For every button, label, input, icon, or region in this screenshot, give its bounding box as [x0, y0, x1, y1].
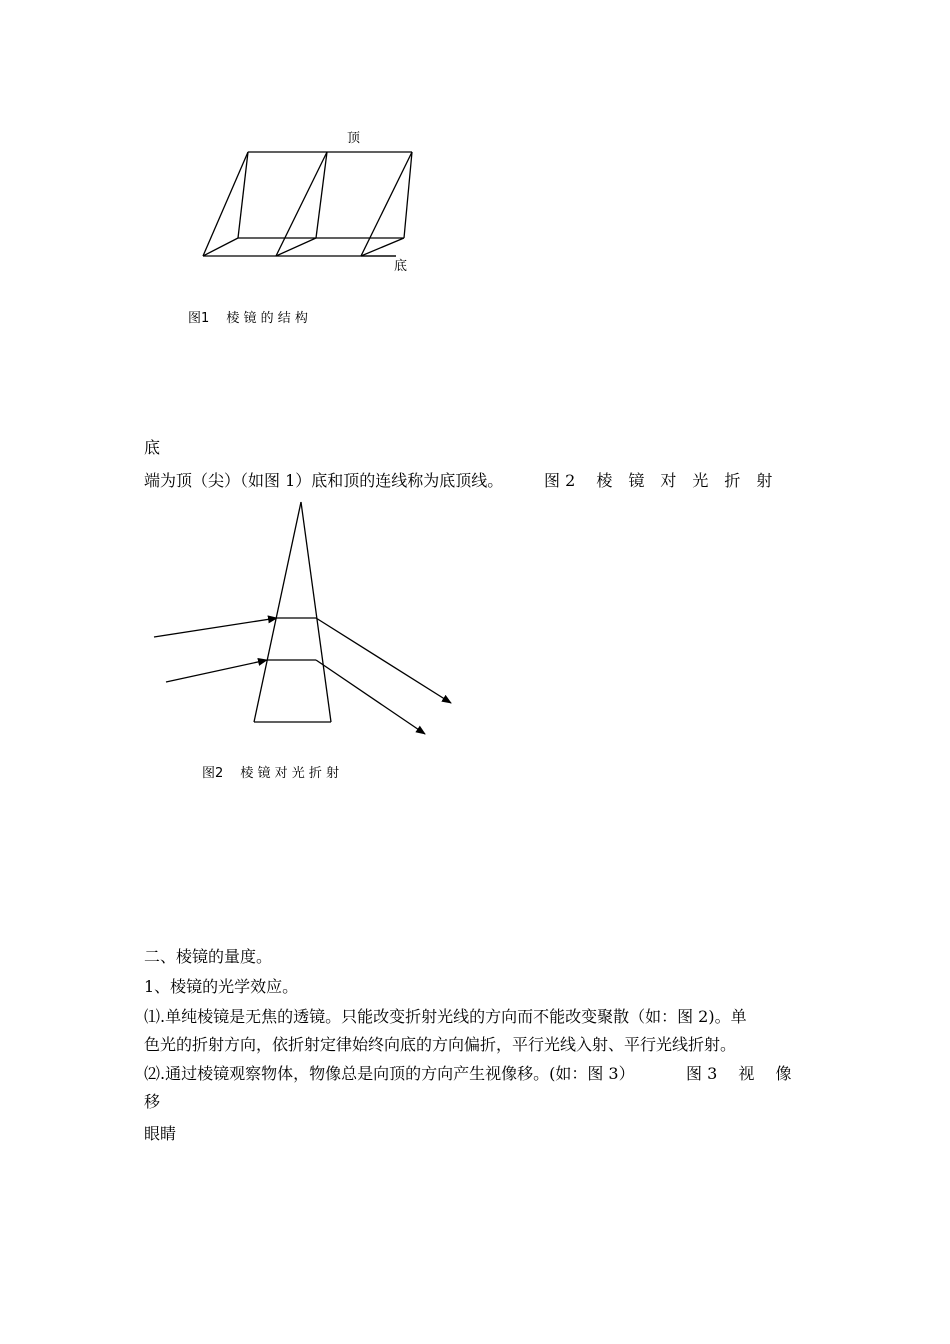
figure-1-bottom-label: 底 [394, 259, 408, 274]
section-2-heading: 二、棱镜的量度。 [144, 947, 273, 966]
eye-label: 眼睛 [144, 1124, 177, 1143]
refracted-ray-upper [316, 618, 451, 703]
figure-1-top-label: 顶 [347, 131, 361, 146]
intro-line-1: 底 [144, 438, 161, 457]
refracted-ray-lower [316, 660, 425, 734]
paragraph-2-line-2: 移 [144, 1092, 161, 1111]
incident-ray-upper [154, 618, 277, 637]
figure-1-caption: 图1 棱 镜 的 结 构 [188, 311, 308, 326]
paragraph-2-line-1-left: ⑵.通过棱镜观察物体，物像总是向顶的方向产生视像移。(如：图 3） [144, 1064, 635, 1083]
incident-ray-lower [166, 660, 267, 682]
prism-right-side [301, 502, 331, 722]
paragraph-1-line-2: 色光的折射方向，依折射定律始终向底的方向偏折，平行光线入射、平行光线折射。 [144, 1035, 737, 1054]
figure-2-caption: 图2 棱 镜 对 光 折 射 [202, 766, 340, 781]
prism-left-side [254, 502, 301, 722]
intro-line-2-left: 端为顶（尖）（如图 1）底和顶的连线称为底顶线。 [144, 471, 504, 490]
intro-line-2-right: 图 2 棱 镜 对 光 折 射 [544, 471, 773, 490]
paragraph-2-line-1-right: 图 3 视 像 [686, 1064, 792, 1083]
section-2-subheading: 1、棱镜的光学效应。 [144, 977, 299, 996]
paragraph-1-line-1: ⑴.单纯棱镜是无焦的透镜。只能改变折射光线的方向而不能改变聚散（如：图 2)。单 [144, 1007, 747, 1026]
